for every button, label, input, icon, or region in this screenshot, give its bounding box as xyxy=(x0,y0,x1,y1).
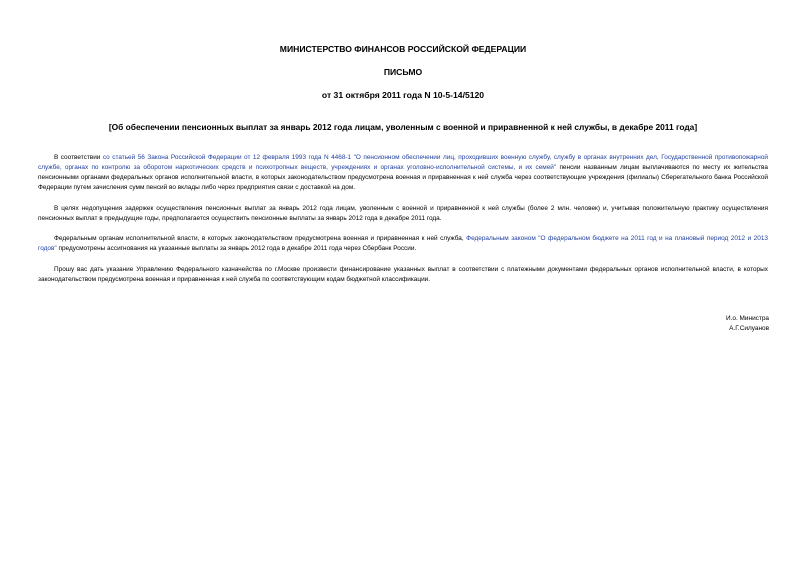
document-type: ПИСЬМО xyxy=(383,67,423,77)
signatory-position: И.о. Министра xyxy=(725,315,769,322)
paragraph-3-text-before: Федеральным органам исполнительной власти, в которых законодательством предусмотрена военная и приравненная к ней служба, xyxy=(54,235,467,243)
paragraph-1-text-after: пенсии названным лицам выплачиваются по месту их жительства пенсионными органами федеральных органов исполнительной власти, в которых законодательством предусмотрена военная и приравненная к ней служба через соответствующие учреждения (филиалы) Сберегательного банка Российской Федерации путем зачисления сумм пенсий во вклады либо через предприятия связи с доставкой на дом. xyxy=(38,163,768,191)
document-page xyxy=(38,42,768,285)
law-56-link[interactable]: со статьей 56 Закона Российской Федерации от 12 февраля 1993 года N 4468-1 "О пенсионном обеспечении лиц, проходивших военную службу, службу в органах внутренних дел, Государственной противопожарной службе, органах по контролю за оборотом наркотических средств и психотропных веществ, учреждениях и органах уголовно-исполнительной системы, и их семей" xyxy=(38,154,768,171)
document-date-number: от 31 октября 2011 года N 10-5-14/5120 xyxy=(321,90,485,100)
signature-block xyxy=(726,314,769,334)
ministry-heading: МИНИСТЕРСТВО ФИНАНСОВ РОССИЙСКОЙ ФЕДЕРАЦИИ xyxy=(279,44,527,54)
paragraph-3 xyxy=(38,234,768,254)
paragraph-2: В целях недопущения задержек осуществления пенсионных выплат за январь 2012 года лицам, уволенным с военной и приравненной к ней службы (более 2 млн. человек) и, учитывая положительную практику осуществления пенсионных выплат в предыдущие годы, предполагается осуществить пенсионные выплаты за январь 2012 года в декабре 2011 года. xyxy=(38,204,768,222)
paragraph-4: Прошу вас дать указание Управлению Федерального казначейства по г.Москве произвести финансирование указанных выплат в соответствии с платежными документами федеральных органов исполнительной власти, в которых законодательством предусмотрена военная и приравненная к ней служба по соответствующим кодам бюджетной классификации. xyxy=(38,266,768,284)
paragraph-3-text-after: предусмотрены ассигнования на указанные выплаты за январь 2012 года в декабре 2011 года через Сбербанк России. xyxy=(56,245,417,253)
document-title: [Об обеспечении пенсионных выплат за январь 2012 года лицам, уволенным с военной и приравненной к ней службы, в декабре 2011 года] xyxy=(108,122,698,132)
paragraph-1 xyxy=(38,153,768,193)
signatory-name: А.Г.Силуанов xyxy=(729,325,769,332)
paragraph-1-text-before: В соответствии xyxy=(54,154,103,161)
budget-law-link[interactable]: Федеральным законом "О федеральном бюджете на 2011 год и на плановый период 2012 и 2013 годов" xyxy=(38,235,768,253)
